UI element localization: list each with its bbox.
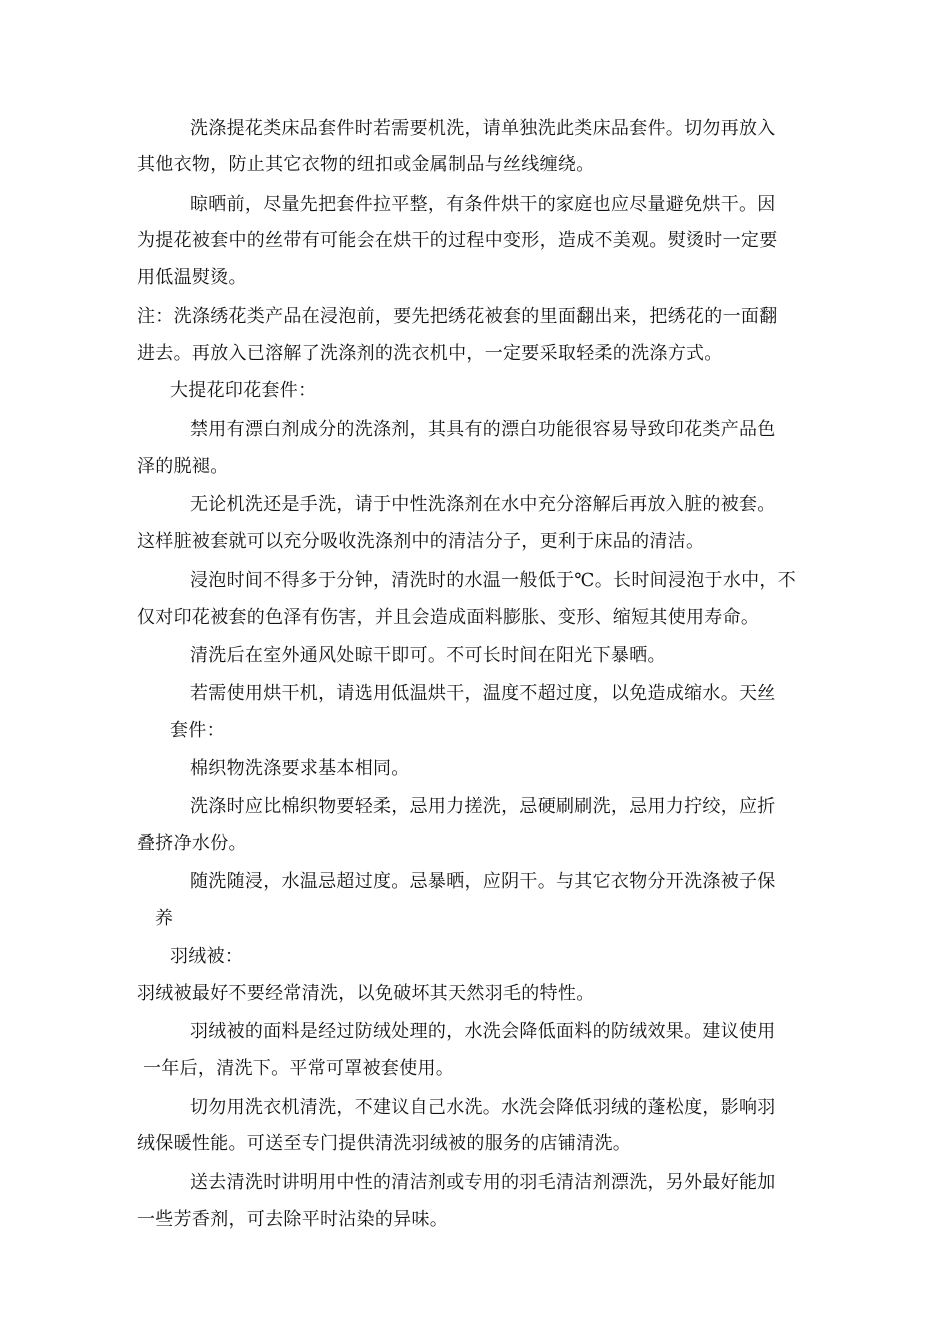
text-line: 绒保暖性能。可送至专门提供清洗羽绒被的服务的店铺清洗。 — [137, 1133, 632, 1154]
section-heading: 羽绒被： — [170, 946, 244, 967]
text-line: 禁用有漂白剂成分的洗涤剂，其具有的漂白功能很容易导致印花类产品色 — [190, 419, 776, 440]
text-line: 洗涤时应比棉织物要轻柔，忌用力搓洗，忌硬刷刷洗，忌用力拧绞，应折 — [190, 796, 776, 817]
section-heading: 大提花印花套件： — [170, 380, 317, 401]
text-line: 羽绒被最好不要经常清洗，以免破坏其天然羽毛的特性。 — [137, 983, 595, 1004]
text-line: 一些芳香剂，可去除平时沾染的异味。 — [137, 1209, 449, 1230]
text-line: 为提花被套中的丝带有可能会在烘干的过程中变形，造成不美观。熨烫时一定要 — [137, 230, 778, 251]
text-line: 洗涤提花类床品套件时若需要机洗，请单独洗此类床品套件。切勿再放入 — [190, 118, 776, 139]
text-line: 若需使用烘干机，请选用低温烘干，温度不超过度，以免造成缩水。天丝 — [190, 683, 776, 704]
text-line: 羽绒被的面料是经过防绒处理的，水洗会降低面料的防绒效果。建议使用 — [190, 1021, 776, 1042]
text-line: 无论机洗还是手洗，请于中性洗涤剂在水中充分溶解后再放入脏的被套。 — [190, 494, 776, 515]
text-line: 养 — [155, 908, 174, 929]
text-line: 浸泡时间不得多于分钟，清洗时的水温一般低于℃。长时间浸泡于水中，不 — [190, 570, 797, 591]
text-line: 进去。再放入已溶解了洗涤剂的洗衣机中，一定要采取轻柔的洗涤方式。 — [137, 343, 723, 364]
text-line: 仅对印花被套的色泽有伤害，并且会造成面料膨胀、变形、缩短其使用寿命。 — [137, 607, 760, 628]
text-line: 晾晒前，尽量先把套件拉平整，有条件烘干的家庭也应尽量避免烘干。因 — [190, 194, 776, 215]
text-line: 用低温熨烫。 — [137, 267, 247, 288]
text-line: 其他衣物，防止其它衣物的纽扣或金属制品与丝线缠绕。 — [137, 154, 595, 175]
text-line: 随洗随浸，水温忌超过度。忌暴晒，应阴干。与其它衣物分开洗涤被子保 — [190, 871, 776, 892]
text-line: 送去清洗时讲明用中性的清洁剂或专用的羽毛清洁剂漂洗，另外最好能加 — [190, 1172, 776, 1193]
section-heading: 套件： — [170, 720, 225, 741]
text-line: 切勿用洗衣机清洗，不建议自己水洗。水洗会降低羽绒的蓬松度，影响羽 — [190, 1097, 776, 1118]
text-line: 这样脏被套就可以充分吸收洗涤剂中的清洁分子，更利于床品的清洁。 — [137, 531, 705, 552]
text-line: 棉织物洗涤要求基本相同。 — [190, 758, 410, 779]
text-line: 清洗后在室外通风处晾干即可。不可长时间在阳光下暴晒。 — [190, 645, 666, 666]
text-line: 注：洗涤绣花类产品在浸泡前，要先把绣花被套的里面翻出来，把绣花的一面翻 — [137, 306, 778, 327]
text-line: 叠挤净水份。 — [137, 833, 247, 854]
text-line: 一年后，清洗下。平常可罩被套使用。 — [143, 1058, 455, 1079]
text-line: 泽的脱褪。 — [137, 456, 229, 477]
